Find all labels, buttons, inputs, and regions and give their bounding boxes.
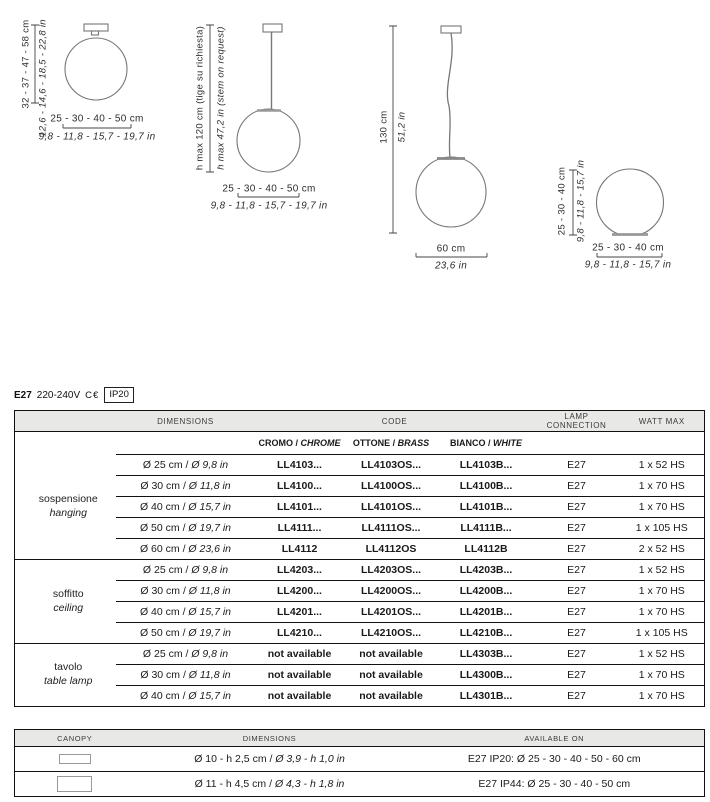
code-chrome-cell: not available xyxy=(256,644,344,665)
finish-brass-label: OTTONE / BRASS xyxy=(344,432,439,455)
height-label-in: 9,8 - 11,8 - 15,7 in xyxy=(575,159,587,243)
lamp-cell: E27 xyxy=(534,476,620,497)
canopy-row xyxy=(15,772,705,797)
pendant-canopy-shape xyxy=(441,26,461,33)
canopy-available-cell: E27 IP44: Ø 25 - 30 - 40 - 50 cm xyxy=(405,772,705,797)
dimension-cell: Ø 50 cm / Ø 19,7 in xyxy=(116,518,256,539)
dimension-cell: Ø 30 cm / Ø 11,8 in xyxy=(116,665,256,686)
height-label-in: 12,6 - 14,6 - 18,5 - 22,8 in xyxy=(37,19,49,137)
table-row xyxy=(15,581,705,602)
header-dimensions: DIMENSIONS xyxy=(135,730,405,747)
canopy-available-cell: E27 IP20: Ø 25 - 30 - 40 - 50 - 60 cm xyxy=(467,753,641,765)
category-cell: sospensione hanging xyxy=(38,493,98,519)
table-row xyxy=(15,455,705,476)
height-label-cm: 130 cm xyxy=(378,110,390,144)
dimension-cell: Ø 40 cm / Ø 15,7 in xyxy=(116,497,256,518)
dimension-cell: Ø 25 cm / Ø 9,8 in xyxy=(116,644,256,665)
header-dimensions: DIMENSIONS xyxy=(116,411,256,432)
diameter-label-in: 23,6 in xyxy=(434,260,468,272)
dimension-cell: Ø 30 cm / Ø 11,8 in xyxy=(116,476,256,497)
watt-cell: 1 x 70 HS xyxy=(620,581,705,602)
lamp-cell: E27 xyxy=(534,665,620,686)
table-row xyxy=(15,539,705,560)
voltage: 220-240V xyxy=(36,389,81,401)
header-code: CODE xyxy=(256,411,534,432)
section-table-lamp xyxy=(15,644,705,707)
cable-line xyxy=(447,33,452,157)
table-row xyxy=(15,476,705,497)
table-row xyxy=(15,497,705,518)
ip-rating-badge: IP20 xyxy=(104,387,134,403)
height-label-cm: 25 - 30 - 40 cm xyxy=(556,166,568,236)
watt-cell: 2 x 52 HS xyxy=(620,539,705,560)
diameter-label-cm: 25 - 30 - 40 - 50 cm xyxy=(222,183,316,195)
code-chrome-cell: not available xyxy=(256,686,344,707)
watt-cell: 1 x 70 HS xyxy=(620,665,705,686)
height-label-in: h max 47,2 in (stem on request) xyxy=(215,26,227,170)
ceiling-canopy-shape xyxy=(84,24,108,31)
category-cell: tavolo table lamp xyxy=(15,644,116,707)
code-white-cell: LL4101B... xyxy=(439,497,534,518)
canopy-icon-cell xyxy=(15,747,135,772)
code-chrome-cell: LL4200... xyxy=(256,581,344,602)
code-chrome-cell: LL4201... xyxy=(256,602,344,623)
canopy-large-icon xyxy=(57,776,92,792)
code-brass-cell: LL4210OS... xyxy=(344,623,439,644)
code-chrome-cell: LL4111... xyxy=(256,518,344,539)
code-brass-cell: LL4201OS... xyxy=(344,602,439,623)
diameter-label-in: 9,8 - 11,8 - 15,7 in xyxy=(584,259,672,271)
code-chrome-cell: LL4103... xyxy=(277,459,322,471)
lamp-cell: E27 xyxy=(567,459,586,471)
code-white-cell: LL4111B... xyxy=(439,518,534,539)
code-brass-cell: LL4100OS... xyxy=(344,476,439,497)
header-canopy: CANOPY xyxy=(15,730,135,747)
section-hanging xyxy=(15,455,705,560)
dimension-cell: Ø 40 cm / Ø 15,7 in xyxy=(116,602,256,623)
ceiling-connector-shape xyxy=(92,31,99,35)
diameter-label-in: 9,8 - 11,8 - 15,7 - 19,7 in xyxy=(210,200,328,212)
code-white-cell: LL4112B xyxy=(439,539,534,560)
canopy-dimension-cell: Ø 11 - h 4,5 cm / Ø 4,3 - h 1,8 in xyxy=(135,772,405,797)
code-white-cell: LL4100B... xyxy=(439,476,534,497)
code-white-cell: LL4103B... xyxy=(459,459,513,471)
table-header-row xyxy=(15,411,705,432)
header-lamp-connection: LAMP CONNECTION xyxy=(534,411,620,432)
lamp-cell: E27 xyxy=(534,560,620,581)
section-ceiling xyxy=(15,560,705,644)
lamp-cell: E27 xyxy=(534,581,620,602)
canopy-icon-cell xyxy=(15,772,135,797)
code-white-cell: LL4203B... xyxy=(439,560,534,581)
watt-cell: 1 x 70 HS xyxy=(620,686,705,707)
pendant-canopy-shape xyxy=(263,24,282,32)
table-row xyxy=(15,602,705,623)
code-chrome-cell: LL4100... xyxy=(256,476,344,497)
code-chrome-cell: LL4210... xyxy=(256,623,344,644)
finish-header-row xyxy=(15,432,705,455)
watt-cell: 1 x 105 HS xyxy=(620,518,705,539)
lamp-cell: E27 xyxy=(534,539,620,560)
lamp-cell: E27 xyxy=(534,602,620,623)
watt-cell: 1 x 105 HS xyxy=(620,623,705,644)
sphere-outline xyxy=(416,157,486,227)
dimension-diagrams xyxy=(0,0,710,300)
canopy-header-row xyxy=(15,730,705,747)
dimension-cell: Ø 50 cm / Ø 19,7 in xyxy=(116,623,256,644)
table-row xyxy=(15,560,705,581)
dimension-cell: Ø 25 cm / Ø 9,8 in xyxy=(142,459,229,471)
sphere-outline xyxy=(597,169,664,236)
ceiling-lamp-drawing xyxy=(65,24,127,100)
code-brass-cell: not available xyxy=(344,644,439,665)
table-row xyxy=(15,665,705,686)
code-white-cell: LL4303B... xyxy=(439,644,534,665)
header-empty xyxy=(15,411,116,432)
electrical-spec-line xyxy=(14,386,134,404)
header-available-on: AVAILABLE ON xyxy=(405,730,705,747)
height-label-cm: 32 - 37 - 47 - 58 cm xyxy=(20,19,32,109)
product-code-table xyxy=(14,410,705,707)
sphere-outline xyxy=(237,109,300,172)
code-white-cell: LL4301B... xyxy=(439,686,534,707)
table-row xyxy=(15,623,705,644)
diameter-label-cm: 60 cm xyxy=(436,243,466,255)
code-brass-cell: LL4103OS... xyxy=(360,459,422,471)
ce-mark-icon: C€ xyxy=(85,389,100,401)
category-cell: soffitto ceiling xyxy=(15,560,116,644)
lamp-cell: E27 xyxy=(534,518,620,539)
diameter-label-in: 9,8 - 11,8 - 15,7 - 19,7 in xyxy=(38,131,156,143)
diameter-label-cm: 25 - 30 - 40 - 50 cm xyxy=(50,113,144,125)
dimension-cell: Ø 25 cm / Ø 9,8 in xyxy=(116,560,256,581)
canopy-dimension-cell: Ø 10 - h 2,5 cm / Ø 3,9 - h 1,0 in xyxy=(194,753,345,765)
height-label-cm: h max 120 cm (tige su richiesta) xyxy=(194,25,206,171)
sphere-outline xyxy=(65,38,127,100)
code-brass-cell: not available xyxy=(344,665,439,686)
header-watt-max: WATT MAX xyxy=(620,411,705,432)
canopy-small-icon xyxy=(59,754,91,764)
width-dimension-bracket xyxy=(63,124,131,128)
watt-cell: 1 x 70 HS xyxy=(620,497,705,518)
socket-type: E27 xyxy=(14,389,32,401)
dimension-cell: Ø 60 cm / Ø 23,6 in xyxy=(116,539,256,560)
code-brass-cell: LL4112OS xyxy=(344,539,439,560)
lamp-cell: E27 xyxy=(534,686,620,707)
height-label-in: 51,2 in xyxy=(396,111,408,143)
lamp-cell: E27 xyxy=(534,623,620,644)
code-white-cell: LL4201B... xyxy=(439,602,534,623)
code-white-cell: LL4210B... xyxy=(439,623,534,644)
diagram-shapes xyxy=(0,0,710,300)
watt-cell: 1 x 52 HS xyxy=(620,644,705,665)
finish-chrome-label: CROMO / CHROME xyxy=(256,432,344,455)
lamp-cell: E27 xyxy=(534,497,620,518)
width-dimension-bracket xyxy=(597,253,662,257)
table-lamp-drawing xyxy=(590,169,670,242)
canopy-row xyxy=(15,747,705,772)
code-white-cell: LL4300B... xyxy=(439,665,534,686)
watt-cell: 1 x 70 HS xyxy=(620,476,705,497)
lamp-cell: E27 xyxy=(534,644,620,665)
table-row xyxy=(15,644,705,665)
code-chrome-cell: LL4101... xyxy=(256,497,344,518)
code-brass-cell: LL4101OS... xyxy=(344,497,439,518)
pendant-cable-drawing xyxy=(416,26,486,227)
code-brass-cell: LL4111OS... xyxy=(344,518,439,539)
watt-cell: 1 x 70 HS xyxy=(620,602,705,623)
watt-cell: 1 x 52 HS xyxy=(620,560,705,581)
dimension-cell: Ø 40 cm / Ø 15,7 in xyxy=(116,686,256,707)
code-chrome-cell: LL4203... xyxy=(256,560,344,581)
pendant-stem-drawing xyxy=(237,24,300,172)
diameter-label-cm: 25 - 30 - 40 cm xyxy=(592,242,664,254)
code-chrome-cell: LL4112 xyxy=(256,539,344,560)
code-brass-cell: not available xyxy=(344,686,439,707)
code-chrome-cell: not available xyxy=(256,665,344,686)
dimension-cell: Ø 30 cm / Ø 11,8 in xyxy=(116,581,256,602)
canopy-table xyxy=(14,729,705,797)
code-white-cell: LL4200B... xyxy=(439,581,534,602)
code-brass-cell: LL4203OS... xyxy=(344,560,439,581)
watt-cell: 1 x 52 HS xyxy=(638,459,685,471)
table-row xyxy=(15,686,705,707)
table-row xyxy=(15,518,705,539)
finish-white-label: BIANCO / WHITE xyxy=(439,432,534,455)
vertical-dimension-line xyxy=(206,25,214,172)
code-brass-cell: LL4200OS... xyxy=(344,581,439,602)
